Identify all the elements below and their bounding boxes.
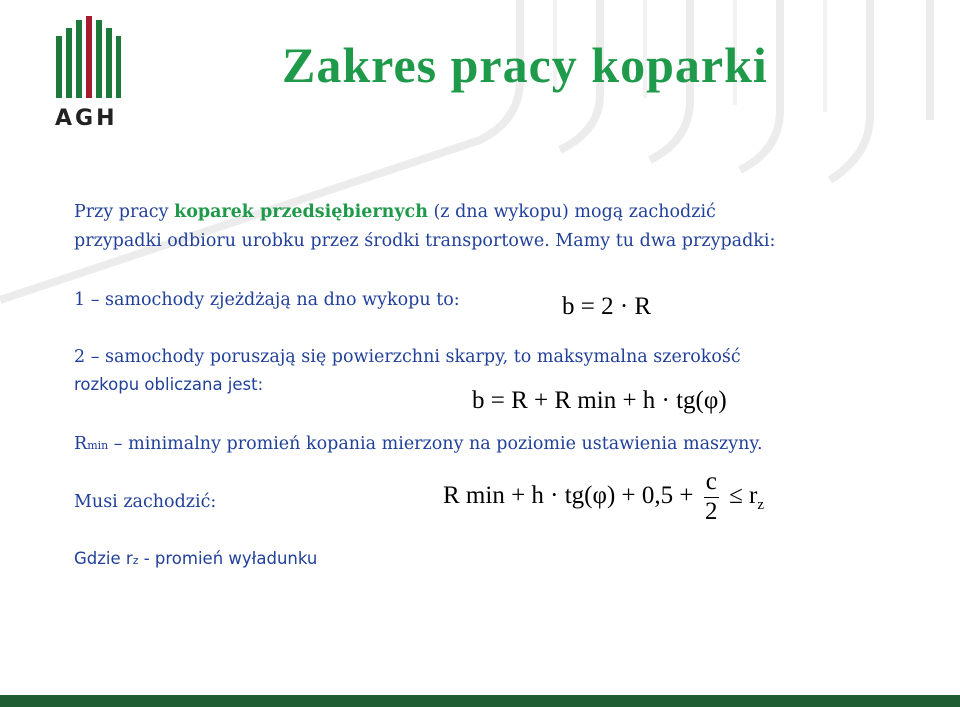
logo-text: AGH	[55, 106, 118, 131]
rmin-description: – minimalny promień kopania mierzony na poziomie ustawienia maszyny.	[108, 434, 763, 454]
where-line	[74, 549, 317, 569]
intro-text-1: Przy pracy	[74, 202, 175, 222]
intro-highlight: koparek przedsiębiernych	[174, 202, 428, 222]
formula-2: b = R + R min + h · tg(φ)	[472, 387, 727, 414]
formula-3-numerator: c	[704, 468, 719, 498]
formula-3-subscript: z	[757, 496, 765, 513]
must-hold-label: Musi zachodzić:	[74, 492, 217, 512]
intro-line-1	[74, 202, 716, 223]
page-title: Zakres pracy koparki	[282, 37, 768, 93]
formula-3-left: R min + h · tg(φ) + 0,5 +	[443, 481, 694, 509]
where-prefix: Gdzie r	[74, 549, 133, 568]
rmin-subscript: min	[87, 439, 109, 452]
case-2-line-1: 2 – samochody poruszają się powierzchni skarpy, to maksymalna szerokość	[74, 347, 741, 367]
where-description: - promień wyładunku	[138, 549, 318, 568]
formula-3-denominator: 2	[705, 497, 718, 525]
formula-3-fraction	[704, 468, 719, 527]
bottom-bar	[0, 695, 960, 707]
rmin-definition	[74, 434, 763, 455]
formula-1: b = 2 · R	[562, 293, 652, 320]
case-1-text: 1 – samochody zjeżdżają na dno wykopu to:	[74, 290, 460, 310]
case-2-line-2: rozkopu obliczana jest:	[74, 375, 264, 394]
intro-line-2: przypadki odbioru urobku przez środki transportowe. Mamy tu dwa przypadki:	[74, 231, 776, 251]
formula-3	[443, 468, 764, 527]
formula-3-relation: ≤ r	[729, 481, 758, 509]
rmin-symbol: R	[74, 434, 88, 454]
where-subscript: z	[132, 554, 139, 567]
intro-text-2: (z dna wykopu) mogą zachodzić	[427, 202, 716, 222]
